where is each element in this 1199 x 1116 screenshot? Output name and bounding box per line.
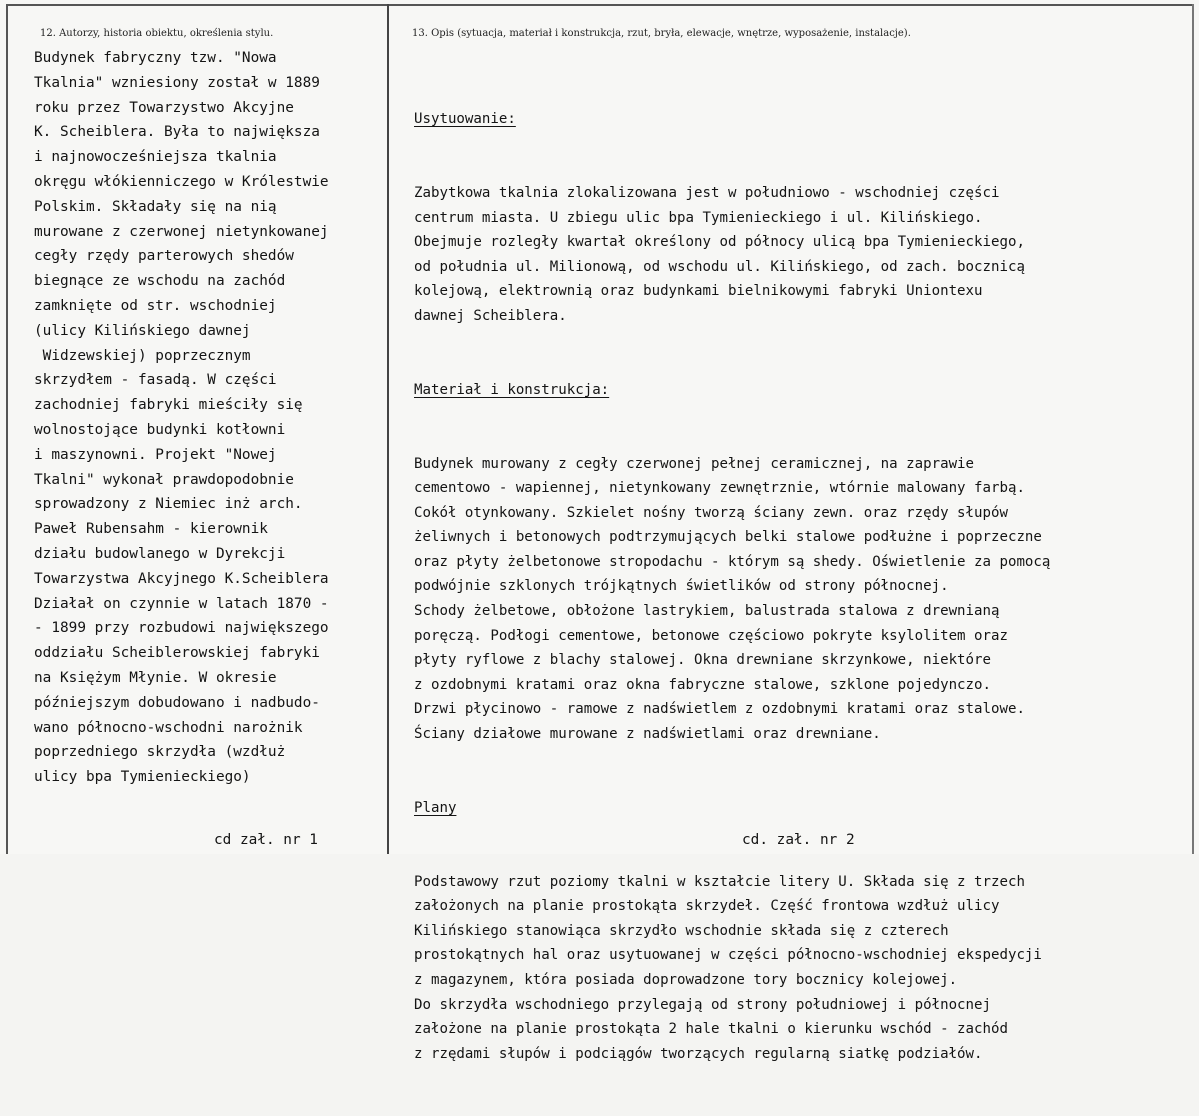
plany-text [414, 870, 1050, 1067]
text-line: murowane z czerwonej nietynkowanej [34, 223, 329, 240]
text-line: Schody żelbetowe, obłożone lastrykiem, balustrada stalowa z drewnianą [414, 603, 1000, 620]
left-column-header: 12. Autorzy, historia obiektu, określenia stylu. [40, 28, 274, 39]
text-line: kolejową, elektrownią oraz budynkami bielnikowymi fabryki Uniontexu [414, 283, 983, 300]
text-line: Kilińskiego stanowiąca skrzydło wschodnie składa się z czterech [414, 922, 949, 939]
text-line: Do skrzydła wschodniego przylegają od strony południowej i północnej [414, 996, 991, 1013]
text-line: zachodniej fabryki mieściły się [34, 397, 303, 414]
right-footer: cd. zał. nr 2 [742, 832, 855, 848]
text-line: oraz płyty żelbetonowe stropodachu - którym są shedy. Oświetlenie za pomocą [414, 553, 1051, 570]
text-line: Towarzystwa Akcyjnego K.Scheiblera [34, 570, 329, 587]
text-line: Podstawowy rzut poziomy tkalni w kształcie litery U. Składa się z trzech [414, 873, 1025, 890]
text-line: płyty ryflowe z blachy stalowej. Okna drewniane skrzynkowe, niektóre [414, 652, 991, 669]
right-column-header: 13. Opis (sytuacja, materiał i konstrukcja, rzut, bryła, elewacje, wnętrze, wyposażenie, instalacje). [412, 28, 911, 39]
text-line: okręgu włókienniczego w Królestwie [34, 173, 329, 190]
text-line: podwójnie szklonych trójkątnych świetlików od strony północnej. [414, 578, 949, 595]
text-line: Działał on czynnie w latach 1870 - [34, 595, 329, 612]
text-line: Budynek murowany z cegły czerwonej pełnej ceramicznej, na zaprawie [414, 455, 975, 472]
material-text [414, 452, 1050, 747]
text-line: wano północno-wschodni narożnik [34, 719, 303, 736]
text-line: Tkalni" wykonał prawdopodobnie [34, 471, 294, 488]
section-heading-usytuowanie: Usytuowanie: [414, 111, 516, 128]
text-line: Widzewskiej) poprzecznym [34, 347, 251, 364]
text-line: Cokół otynkowany. Szkielet nośny tworzą ściany zewn. oraz rzędy słupów [414, 504, 1008, 521]
column-divider [387, 4, 389, 854]
text-line: Budynek fabryczny tzw. "Nowa [34, 50, 277, 66]
text-line: i maszynowni. Projekt "Nowej [34, 446, 277, 463]
text-line: sprowadzony z Niemiec inż arch. [34, 496, 303, 513]
left-footer: cd zał. nr 1 [214, 832, 318, 848]
text-line: Polskim. Składały się na nią [34, 198, 277, 215]
text-line: (ulicy Kilińskiego dawnej [34, 322, 251, 339]
usytuowanie-text [414, 181, 1050, 329]
right-column-body [414, 58, 1050, 1116]
text-line: Paweł Rubensahm - kierownik [34, 521, 268, 538]
text-line: założonych na planie prostokąta skrzydeł. Część frontowa wzdłuż ulicy [414, 898, 1000, 915]
text-line: i najnowocześniejsza tkalnia [34, 149, 277, 166]
text-line: Tkalnia" wzniesiony został w 1889 [34, 74, 320, 91]
text-line: późniejszym dobudowano i nadbudo- [34, 694, 320, 711]
text-line: na Księżym Młynie. W okresie [34, 669, 277, 686]
text-line: poręczą. Podłogi cementowe, betonowe częściowo pokryte ksylolitem oraz [414, 627, 1008, 644]
text-line: ulicy bpa Tymienieckiego) [34, 769, 251, 786]
section-heading-material: Materiał i konstrukcja: [414, 381, 610, 398]
frame-top-line [6, 4, 1192, 6]
text-line: Zabytkowa tkalnia zlokalizowana jest w południowo - wschodniej części [414, 184, 1000, 201]
text-line: z magazynem, która posiada doprowadzone tory bocznicy kolejowej. [414, 971, 958, 988]
text-line: roku przez Towarzystwo Akcyjne [34, 99, 294, 116]
text-line: - 1899 przy rozbudowi największego [34, 620, 329, 637]
left-column-body [34, 46, 329, 790]
text-line: z rzędami słupów i podciągów tworzących regularną siatkę podziałów. [414, 1045, 983, 1062]
text-line: prostokątnych hal oraz usytuowanej w części północno-wschodniej ekspedycji [414, 947, 1042, 964]
text-line: założone na planie prostokąta 2 hale tkalni o kierunku wschód - zachód [414, 1021, 1008, 1038]
text-line: z ozdobnymi kratami oraz okna fabryczne stalowe, szklone pojedynczo. [414, 676, 991, 693]
text-line: od południa ul. Milionową, od wschodu ul. Kilińskiego, od zach. bocznicą [414, 258, 1025, 275]
text-line: żeliwnych i betonowych podtrzymujących belki stalowe podłużne i poprzeczne [414, 529, 1042, 546]
text-line: Obejmuje rozległy kwartał określony od północy ulicą bpa Tymienieckiego, [414, 234, 1025, 251]
text-line: cegły rzędy parterowych shedów [34, 248, 294, 265]
text-line: Ściany działowe murowane z nadświetlami oraz drewniane. [414, 726, 881, 743]
text-line: skrzydłem - fasadą. W części [34, 372, 277, 389]
text-line: poprzedniego skrzydła (wzdłuż [34, 744, 286, 761]
text-line: działu budowlanego w Dyrekcji [34, 545, 286, 562]
section-heading-plany: Plany [414, 799, 457, 816]
text-line: cementowo - wapiennej, nietynkowany zewnętrznie, wtórnie malowany farbą. [414, 480, 1025, 497]
text-line: dawnej Scheiblera. [414, 307, 567, 324]
frame-right-line [1192, 4, 1194, 854]
frame-left-line [6, 4, 8, 854]
text-line: biegnące ze wschodu na zachód [34, 273, 286, 290]
text-line: zamknięte od str. wschodniej [34, 297, 277, 314]
text-line: K. Scheiblera. Była to największa [34, 124, 320, 141]
text-line: oddziału Scheiblerowskiej fabryki [34, 645, 320, 662]
text-line: Drzwi płycinowo - ramowe z nadświetlem z ozdobnymi kratami oraz stalowe. [414, 701, 1025, 718]
text-line: wolnostojące budynki kotłowni [34, 421, 286, 438]
text-line: centrum miasta. U zbiegu ulic bpa Tymienieckiego i ul. Kilińskiego. [414, 209, 983, 226]
